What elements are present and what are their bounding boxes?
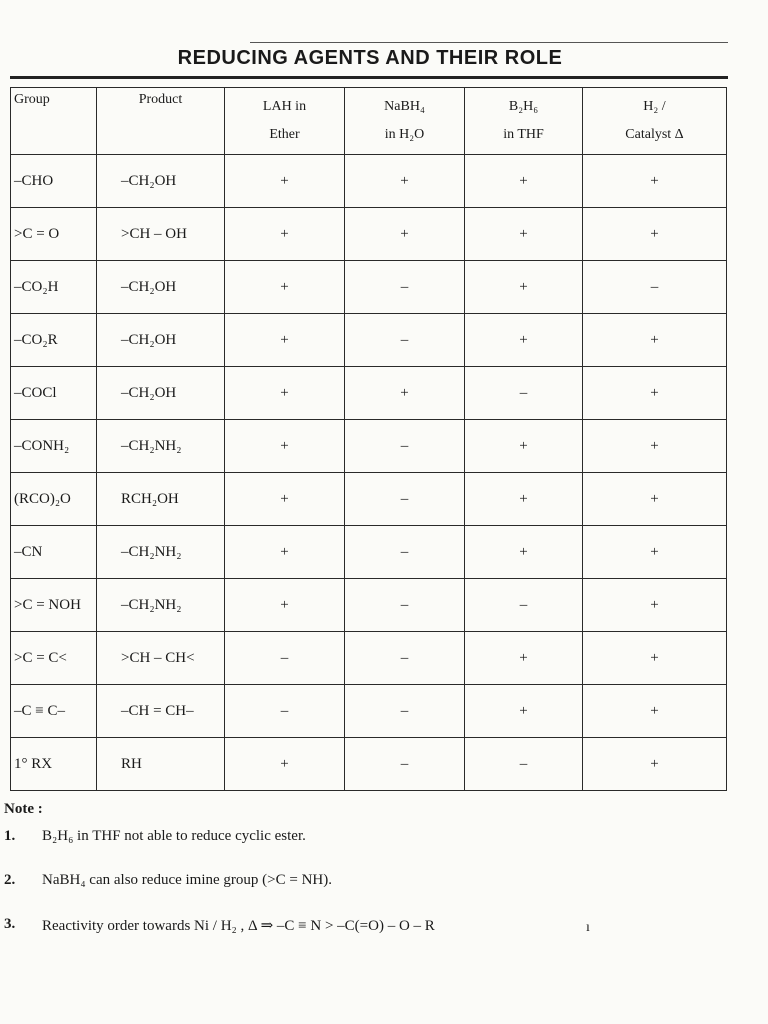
table-row — [11, 314, 727, 367]
cell-product: –CH = CH– — [97, 685, 225, 738]
cell-h2-catalyst: + — [583, 685, 727, 738]
cell-h2-catalyst: + — [583, 579, 727, 632]
header-b2h6: B₂H₆ in THF — [465, 88, 583, 155]
header-nabh4: NaBH₄ in H₂O — [345, 88, 465, 155]
cell-lah: + — [225, 208, 345, 261]
table-row — [11, 155, 727, 208]
cell-group: >C = NOH — [11, 579, 97, 632]
cell-b2h6: – — [465, 579, 583, 632]
cell-b2h6: + — [465, 420, 583, 473]
header-lah: LAH in Ether — [225, 88, 345, 155]
cell-product: –CH₂NH₂ — [97, 579, 225, 632]
cell-b2h6: – — [465, 367, 583, 420]
cell-group: –C ≡ C– — [11, 685, 97, 738]
cell-nabh4: – — [345, 685, 465, 738]
cell-nabh4: – — [345, 473, 465, 526]
cell-b2h6: + — [465, 208, 583, 261]
cell-lah: + — [225, 738, 345, 791]
cell-lah: + — [225, 367, 345, 420]
table-row — [11, 526, 727, 579]
cell-group: –CO₂H — [11, 261, 97, 314]
cell-lah: + — [225, 261, 345, 314]
cell-group: >C = C< — [11, 632, 97, 685]
cell-product: >CH – OH — [97, 208, 225, 261]
cell-product: –CH₂OH — [97, 314, 225, 367]
cell-h2-catalyst: + — [583, 738, 727, 791]
table-row — [11, 261, 727, 314]
top-rule — [250, 42, 728, 43]
table-row — [11, 632, 727, 685]
note-text: NaBH₄ can also reduce imine group (>C = NH). — [42, 872, 332, 888]
note-number: 2. — [4, 872, 16, 888]
cell-product: RH — [97, 738, 225, 791]
table-row — [11, 367, 727, 420]
note-item — [4, 916, 435, 960]
table-row — [11, 473, 727, 526]
cell-lah: + — [225, 155, 345, 208]
cell-group: –CO₂R — [11, 314, 97, 367]
cell-h2-catalyst: + — [583, 208, 727, 261]
cell-product: RCH₂OH — [97, 473, 225, 526]
cell-product: –CH₂OH — [97, 367, 225, 420]
cell-group: –CHO — [11, 155, 97, 208]
cell-lah: – — [225, 632, 345, 685]
cell-group: (RCO)₂O — [11, 473, 97, 526]
cell-h2-catalyst: + — [583, 420, 727, 473]
table-row — [11, 738, 727, 791]
cell-h2-catalyst: + — [583, 367, 727, 420]
cell-b2h6: + — [465, 155, 583, 208]
cell-h2-catalyst: + — [583, 314, 727, 367]
cell-b2h6: + — [465, 473, 583, 526]
cell-nabh4: – — [345, 526, 465, 579]
page-title: REDUCING AGENTS AND THEIR ROLE — [177, 47, 563, 69]
table-body — [11, 155, 727, 791]
note-item — [4, 828, 306, 872]
notes-heading: Note : — [4, 801, 43, 817]
header-row — [11, 88, 727, 155]
note-number: 3. — [4, 916, 16, 932]
header-group: Group — [11, 88, 97, 155]
cell-lah: + — [225, 314, 345, 367]
note-text: Reactivity order towards Ni / H₂ , Δ ⇒ –C ≡ N > –C(=O) – O – R — [42, 918, 435, 934]
cell-nabh4: – — [345, 261, 465, 314]
cell-lah: + — [225, 473, 345, 526]
table-row — [11, 685, 727, 738]
cell-nabh4: + — [345, 208, 465, 261]
notes-section — [4, 801, 435, 960]
reducing-agents-table — [10, 87, 727, 791]
title-underline — [10, 76, 728, 79]
cell-group: 1° RX — [11, 738, 97, 791]
cell-h2-catalyst: + — [583, 526, 727, 579]
cell-product: >CH – CH< — [97, 632, 225, 685]
note-number: 1. — [4, 828, 16, 844]
margin-mark: ı — [586, 920, 590, 935]
cell-group: >C = O — [11, 208, 97, 261]
cell-lah: + — [225, 420, 345, 473]
cell-product: –CH₂NH₂ — [97, 420, 225, 473]
cell-product: –CH₂OH — [97, 261, 225, 314]
cell-product: –CH₂OH — [97, 155, 225, 208]
cell-nabh4: + — [345, 155, 465, 208]
cell-nabh4: – — [345, 579, 465, 632]
cell-lah: + — [225, 526, 345, 579]
cell-h2-catalyst: – — [583, 261, 727, 314]
cell-lah: + — [225, 579, 345, 632]
cell-lah: – — [225, 685, 345, 738]
cell-b2h6: + — [465, 526, 583, 579]
cell-product: –CH₂NH₂ — [97, 526, 225, 579]
cell-nabh4: – — [345, 738, 465, 791]
cell-b2h6: + — [465, 685, 583, 738]
table-row — [11, 208, 727, 261]
note-item — [4, 872, 332, 916]
cell-b2h6: + — [465, 261, 583, 314]
table-row — [11, 579, 727, 632]
cell-b2h6: – — [465, 738, 583, 791]
header-product: Product — [97, 88, 225, 155]
cell-b2h6: + — [465, 632, 583, 685]
cell-group: –COCl — [11, 367, 97, 420]
cell-group: –CN — [11, 526, 97, 579]
cell-h2-catalyst: + — [583, 473, 727, 526]
cell-h2-catalyst: + — [583, 632, 727, 685]
cell-h2-catalyst: + — [583, 155, 727, 208]
note-text: B₂H₆ in THF not able to reduce cyclic ester. — [42, 828, 306, 844]
cell-b2h6: + — [465, 314, 583, 367]
cell-nabh4: – — [345, 632, 465, 685]
cell-nabh4: – — [345, 314, 465, 367]
cell-nabh4: + — [345, 367, 465, 420]
header-h2-catalyst: H₂ / Catalyst Δ — [583, 88, 727, 155]
cell-nabh4: – — [345, 420, 465, 473]
cell-group: –CONH₂ — [11, 420, 97, 473]
table-row — [11, 420, 727, 473]
